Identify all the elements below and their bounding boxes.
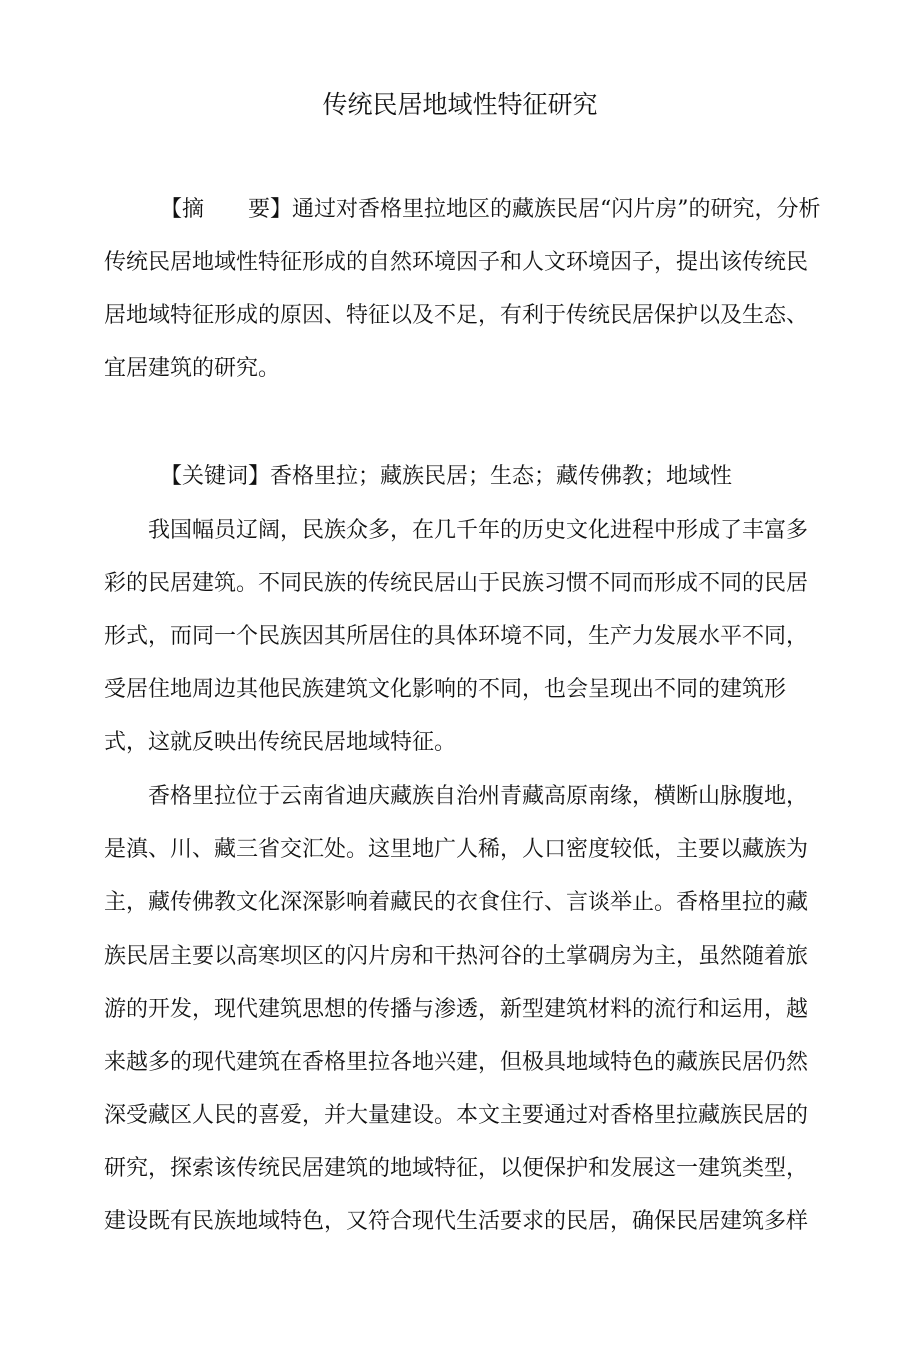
abstract-line: 【摘 要】通过对香格里拉地区的藏族民居“闪片房”的研究，分析 [160, 197, 821, 222]
abstract-line: 传统民居地域性特征形成的自然环境因子和人文环境因子，提出该传统民 [104, 250, 809, 275]
abstract-line: 居地域特征形成的原因、特征以及不足，有利于传统民居保护以及生态、 [104, 303, 809, 328]
document-title: 传统民居地域性特征研究 [322, 90, 598, 119]
paragraph-line: 族民居主要以高寒坝区的闪片房和干热河谷的土掌碉房为主，虽然随着旅 [104, 944, 809, 969]
paragraph-line: 式，这就反映出传统民居地域特征。 [104, 730, 457, 755]
paragraph-line: 形式，而同一个民族因其所居住的具体环境不同，生产力发展水平不同， [104, 624, 809, 649]
paragraph-line: 受居住地周边其他民族建筑文化影响的不同，也会呈现出不同的建筑形 [104, 677, 787, 702]
abstract-line: 宜居建筑的研究。 [104, 356, 281, 381]
paragraph-line: 建设既有民族地域特色，又符合现代生活要求的民居，确保民居建筑多样 [104, 1209, 809, 1234]
paragraph-line: 我国幅员辽阔，民族众多，在几千年的历史文化进程中形成了丰富多 [148, 518, 809, 543]
paragraph-line: 游的开发，现代建筑思想的传播与渗透，新型建筑材料的流行和运用，越 [104, 997, 809, 1022]
paragraph-line: 彩的民居建筑。不同民族的传统民居山于民族习惯不同而形成不同的民居 [104, 571, 809, 596]
paragraph-line: 来越多的现代建筑在香格里拉各地兴建，但极具地域特色的藏族民居仍然 [104, 1050, 809, 1075]
paragraph-line: 香格里拉位于云南省迪庆藏族自治州青藏高原南缘，横断山脉腹地， [148, 784, 809, 809]
paragraph-line: 深受藏区人民的喜爱，并大量建设。本文主要通过对香格里拉藏族民居的 [104, 1103, 809, 1128]
paragraph-line: 是滇、川、藏三省交汇处。这里地广人稀，人口密度较低，主要以藏族为 [104, 837, 809, 862]
paragraph-line: 研究，探索该传统民居建筑的地域特征，以便保护和发展这一建筑类型， [104, 1156, 809, 1181]
paragraph-line: 主，藏传佛教文化深深影响着藏民的衣食住行、言谈举止。香格里拉的藏 [104, 890, 809, 915]
keywords: 【关键词】香格里拉；藏族民居；生态；藏传佛教；地域性 [160, 464, 733, 489]
